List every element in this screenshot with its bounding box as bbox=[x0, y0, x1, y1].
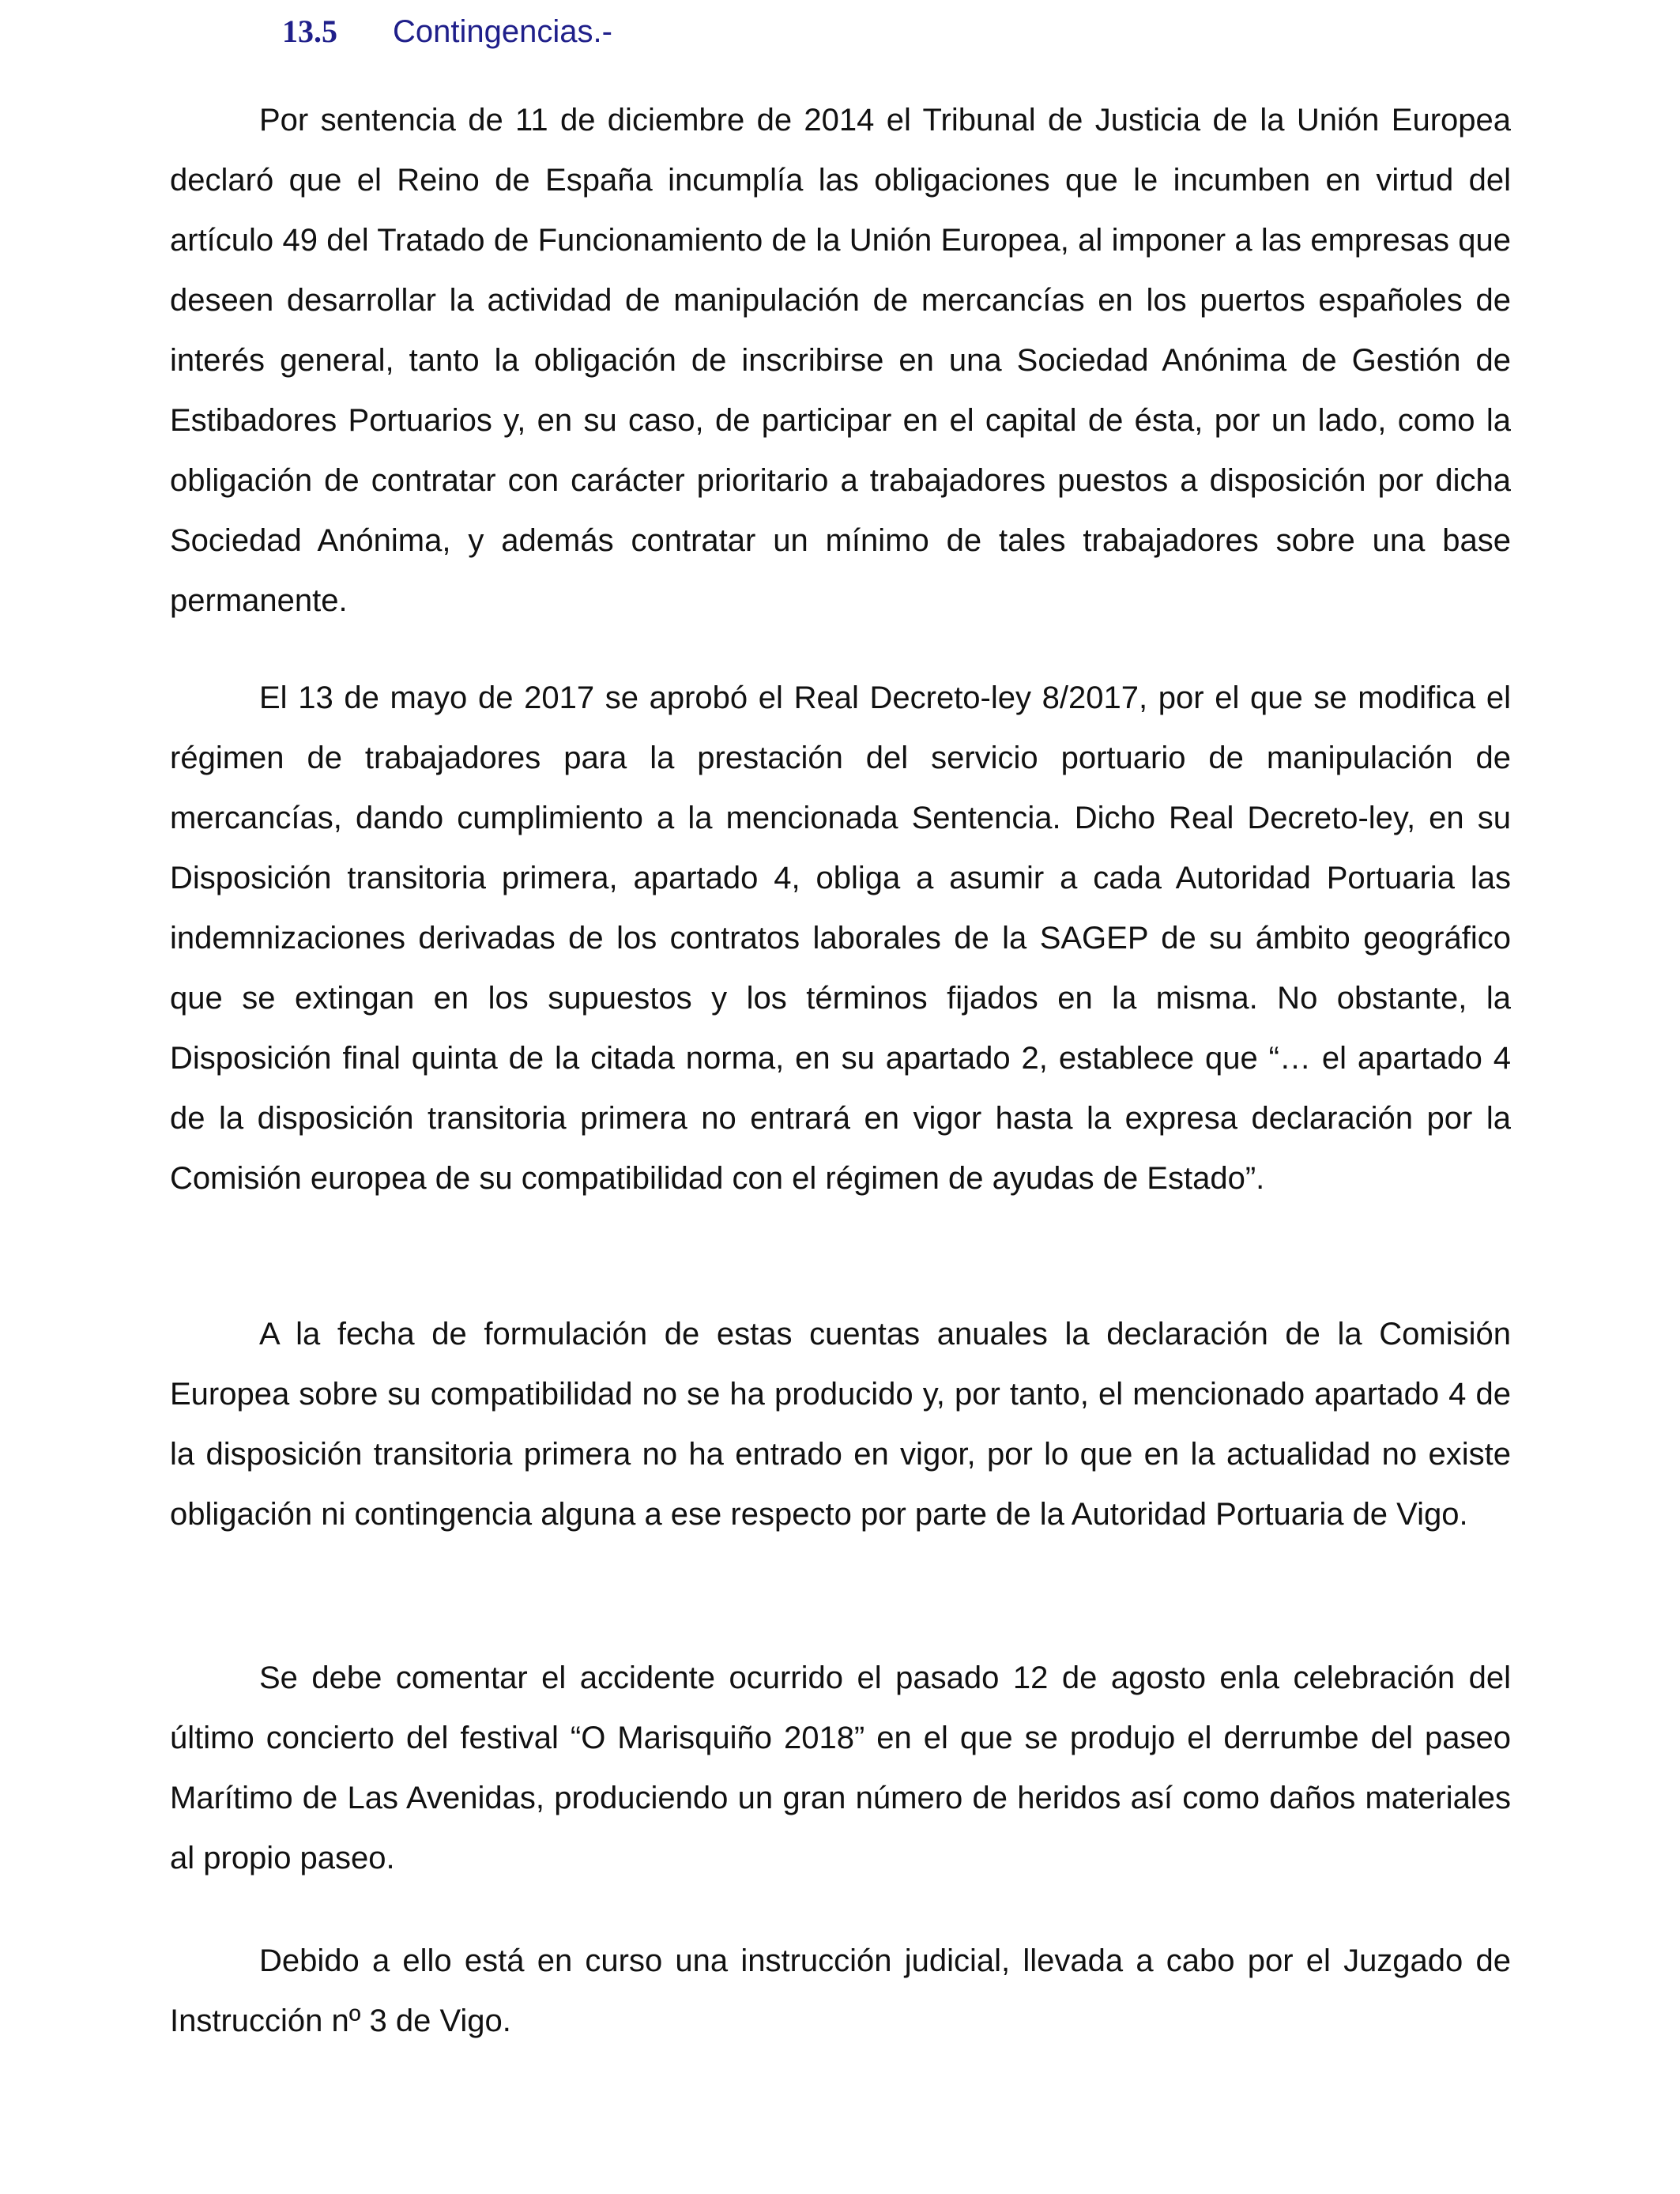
paragraph-sentencia-tjue bbox=[170, 90, 1511, 631]
paragraph-instruccion-judicial bbox=[170, 1931, 1511, 2051]
paragraph-text: Se debe comentar el accidente ocurrido el pasado 12 de agosto enla celebración del último concierto del festival “O Marisquiño 2018” en el que se produjo el derrumbe del paseo Marítimo de Las Avenidas, produciendo un gran número de heridos así como daños materiales al propio paseo. bbox=[170, 1661, 1511, 1875]
paragraph-accidente bbox=[170, 1648, 1511, 1888]
paragraph-real-decreto bbox=[170, 668, 1511, 1208]
paragraph-fecha-formulacion bbox=[170, 1304, 1511, 1544]
paragraph-text: El 13 de mayo de 2017 se aprobó el Real Decreto-ley 8/2017, por el que se modifica el régimen de trabajadores para la prestación del servicio portuario de manipulación de mercancías, dando cumplimiento a la mencionada Sentencia. Dicho Real Decreto-ley, en su Disposición transitoria primera, apartado 4, obliga a asumir a cada Autoridad Portuaria las indemnizaciones derivadas de los contratos laborales de la SAGEP de su ámbito geográfico que se extingan en los supuestos y los términos fijados en la misma. No obstante, la Disposición final quinta de la citada norma, en su apartado 2, establece que “… el apartado 4 de la disposición transitoria primera no entrará en vigor hasta la expresa declaración por la Comisión europea de su compatibilidad con el régimen de ayudas de Estado”. bbox=[170, 680, 1511, 1196]
section-heading bbox=[282, 6, 612, 57]
section-title: Contingencias.- bbox=[393, 14, 612, 49]
section-number: 13.5 bbox=[282, 13, 337, 49]
paragraph-text: Debido a ello está en curso una instrucción judicial, llevada a cabo por el Juzgado de Instrucción nº 3 de Vigo. bbox=[170, 1943, 1511, 2038]
paragraph-text: Por sentencia de 11 de diciembre de 2014 el Tribunal de Justicia de la Unión Europea declaró que el Reino de España incumplía las obligaciones que le incumben en virtud del artículo 49 del Tratado de Funcionamiento de la Unión Europea, al imponer a las empresas que deseen desarrollar la actividad de manipulación de mercancías en los puertos españoles de interés general, tanto la obligación de inscribirse en una Sociedad Anónima de Gestión de Estibadores Portuarios y, en su caso, de participar en el capital de ésta, por un lado, como la obligación de contratar con carácter prioritario a trabajadores puestos a disposición por dicha Sociedad Anónima, y además contratar un mínimo de tales trabajadores sobre una base permanente. bbox=[170, 103, 1511, 618]
paragraph-text: A la fecha de formulación de estas cuentas anuales la declaración de la Comisión Europea sobre su compatibilidad no se ha producido y, por tanto, el mencionado apartado 4 de la disposición transitoria primera no ha entrado en vigor, por lo que en la actualidad no existe obligación ni contingencia alguna a ese respecto por parte de la Autoridad Portuaria de Vigo. bbox=[170, 1317, 1511, 1532]
